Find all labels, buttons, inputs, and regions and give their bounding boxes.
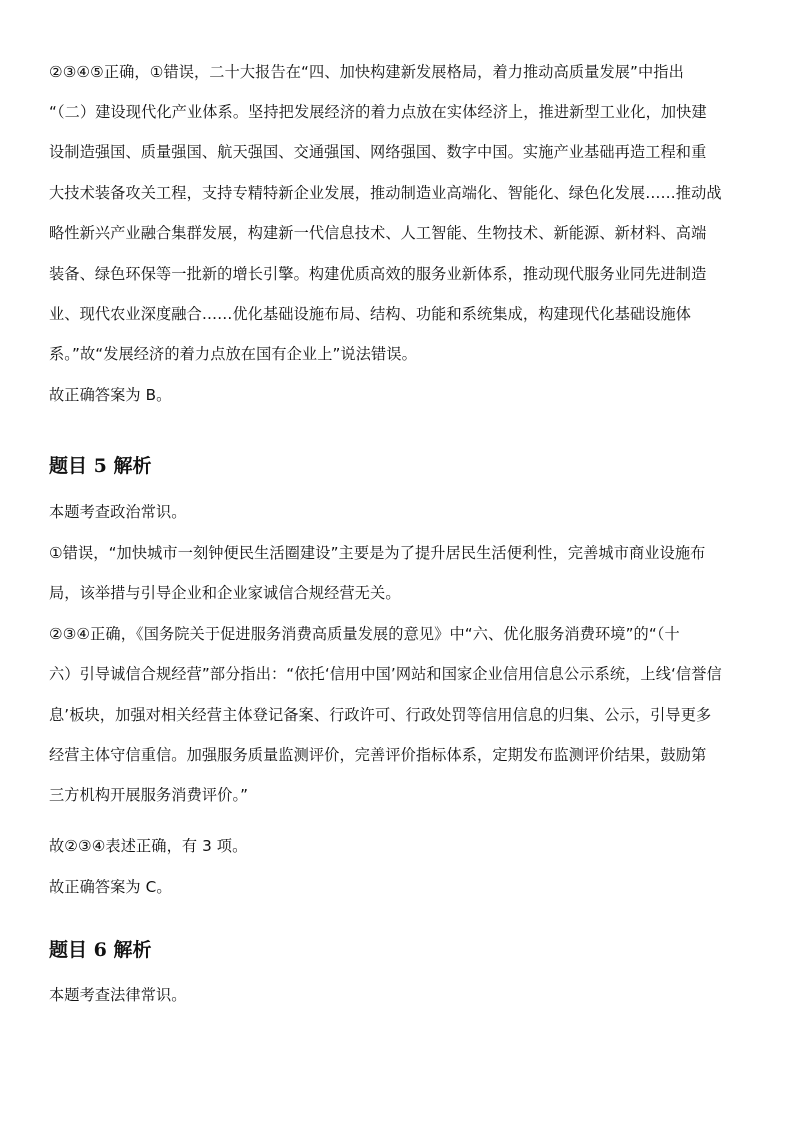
q6-intro: 本题考查法律常识。 [49, 986, 187, 1004]
q5-line-4: 六）引导诚信合规经营”部分指出：“依托‘信用中国’网站和国家企业信用信息公示系统，上线‘信誉信 [49, 665, 722, 683]
q5-line-3: ②③④正确，《国务院关于促进服务消费高质量发展的意见》中“六、优化服务消费环境”的“（十 [49, 625, 680, 643]
q5-line-7: 三方机构开展服务消费评价。” [49, 786, 249, 804]
q5-line-1: ①错误，“加快城市一刻钟便民生活圈建设”主要是为了提升居民生活便利性，完善城市商业设施布 [49, 544, 706, 562]
q5-heading: 题目 5 解析 [49, 455, 152, 477]
q4-line-2: “（二）建设现代化产业体系。坚持把发展经济的着力点放在实体经济上，推进新型工业化，加快建 [49, 103, 707, 121]
q5-answer: 故正确答案为 C。 [49, 878, 172, 896]
q4-line-1: ②③④⑤正确，①错误，二十大报告在“四、加快构建新发展格局，着力推动高质量发展”中指出 [49, 63, 684, 81]
q4-line-6: 装备、绿色环保等一批新的增长引擎。构建优质高效的服务业新体系，推动现代服务业同先进制造 [49, 265, 707, 283]
q5-line-6: 经营主体守信重信。加强服务质量监测评价，完善评价指标体系，定期发布监测评价结果，鼓励第 [49, 746, 707, 764]
q4-line-3: 设制造强国、质量强国、航天强国、交通强国、网络强国、数字中国。实施产业基础再造工程和重 [49, 143, 707, 161]
q6-heading: 题目 6 解析 [49, 939, 152, 961]
q5-line-2: 局，该举措与引导企业和企业家诚信合规经营无关。 [49, 584, 401, 602]
q4-line-5: 略性新兴产业融合集群发展，构建新一代信息技术、人工智能、生物技术、新能源、新材料、高端 [49, 224, 707, 242]
q4-line-4: 大技术装备攻关工程，支持专精特新企业发展，推动制造业高端化、智能化、绿色化发展……推动战 [49, 184, 722, 202]
q4-answer: 故正确答案为 B。 [49, 386, 172, 404]
q5-intro: 本题考查政治常识。 [49, 503, 187, 521]
q5-line-8: 故②③④表述正确，有 3 项。 [49, 837, 248, 855]
q4-line-8: 系。”故“发展经济的着力点放在国有企业上”说法错误。 [49, 345, 417, 363]
q5-line-5: 息’板块，加强对相关经营主体登记备案、行政许可、行政处罚等信用信息的归集、公示，引导更多 [49, 706, 712, 724]
q4-line-7: 业、现代农业深度融合……优化基础设施布局、结构、功能和系统集成，构建现代化基础设施体 [49, 305, 692, 323]
